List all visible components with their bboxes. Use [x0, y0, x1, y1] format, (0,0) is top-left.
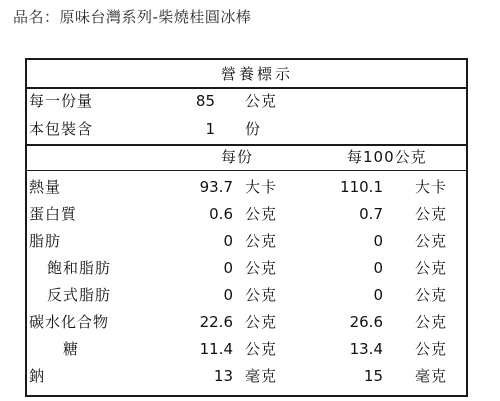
panel-heading: 營養標示 [221, 65, 294, 83]
nutrient-label-sodium: 鈉 [29, 367, 46, 385]
nutrient-per-serving: 0 [223, 259, 233, 277]
nutrient-unit: 公克 [245, 313, 278, 331]
nutrient-unit: 公克 [415, 259, 448, 277]
nutrient-unit: 公克 [245, 259, 278, 277]
serving-size-value: 85 [195, 92, 215, 110]
divider [27, 87, 466, 89]
nutrient-per-100g: 0.7 [359, 205, 383, 223]
divider [27, 144, 466, 146]
nutrient-label-saturated-fat: 飽和脂肪 [47, 259, 112, 277]
nutrient-per-100g: 110.1 [340, 178, 383, 196]
nutrient-unit: 公克 [415, 313, 448, 331]
product-title: 品名：原味台灣系列-柴燒桂圓冰棒 [13, 8, 252, 26]
nutrient-unit: 公克 [415, 286, 448, 304]
nutrient-per-serving: 0.6 [209, 205, 233, 223]
nutrient-per-serving: 11.4 [199, 340, 233, 358]
nutrient-per-100g: 26.6 [349, 313, 383, 331]
nutrient-label-calories: 熱量 [29, 178, 62, 196]
nutrient-unit: 公克 [415, 232, 448, 250]
nutrient-label-carbohydrate: 碳水化合物 [29, 313, 110, 331]
nutrient-unit: 毫克 [245, 367, 278, 385]
nutrient-per-100g: 13.4 [349, 340, 383, 358]
servings-per-package-label: 本包裝含 [29, 120, 94, 138]
nutrient-unit: 毫克 [415, 367, 448, 385]
nutrient-per-serving: 0 [223, 232, 233, 250]
serving-size-unit: 公克 [245, 92, 278, 110]
nutrient-label-fat: 脂肪 [29, 232, 62, 250]
serving-size-label: 每一份量 [29, 92, 94, 110]
nutrient-unit: 大卡 [245, 178, 278, 196]
nutrient-per-100g: 15 [363, 367, 383, 385]
nutrient-per-100g: 0 [373, 259, 383, 277]
nutrient-per-serving: 22.6 [199, 313, 233, 331]
nutrient-unit: 公克 [245, 205, 278, 223]
nutrition-facts-panel [25, 58, 468, 397]
servings-per-package-value: 1 [205, 120, 215, 138]
nutrient-label-sugar: 糖 [63, 340, 80, 358]
nutrient-per-serving: 0 [223, 286, 233, 304]
column-header-per-serving: 每份 [221, 148, 254, 166]
nutrient-label-protein: 蛋白質 [29, 205, 78, 223]
nutrient-unit: 公克 [245, 232, 278, 250]
nutrient-unit: 大卡 [415, 178, 448, 196]
nutrient-unit: 公克 [415, 205, 448, 223]
nutrient-unit: 公克 [245, 340, 278, 358]
nutrient-unit: 公克 [415, 340, 448, 358]
divider [27, 170, 466, 171]
nutrient-per-serving: 93.7 [199, 178, 233, 196]
nutrient-per-100g: 0 [373, 232, 383, 250]
nutrient-label-trans-fat: 反式脂肪 [47, 286, 112, 304]
nutrient-per-100g: 0 [373, 286, 383, 304]
nutrient-unit: 公克 [245, 286, 278, 304]
column-header-per-100g: 每100公克 [347, 148, 427, 166]
nutrient-per-serving: 13 [213, 367, 233, 385]
servings-per-package-unit: 份 [245, 120, 262, 138]
